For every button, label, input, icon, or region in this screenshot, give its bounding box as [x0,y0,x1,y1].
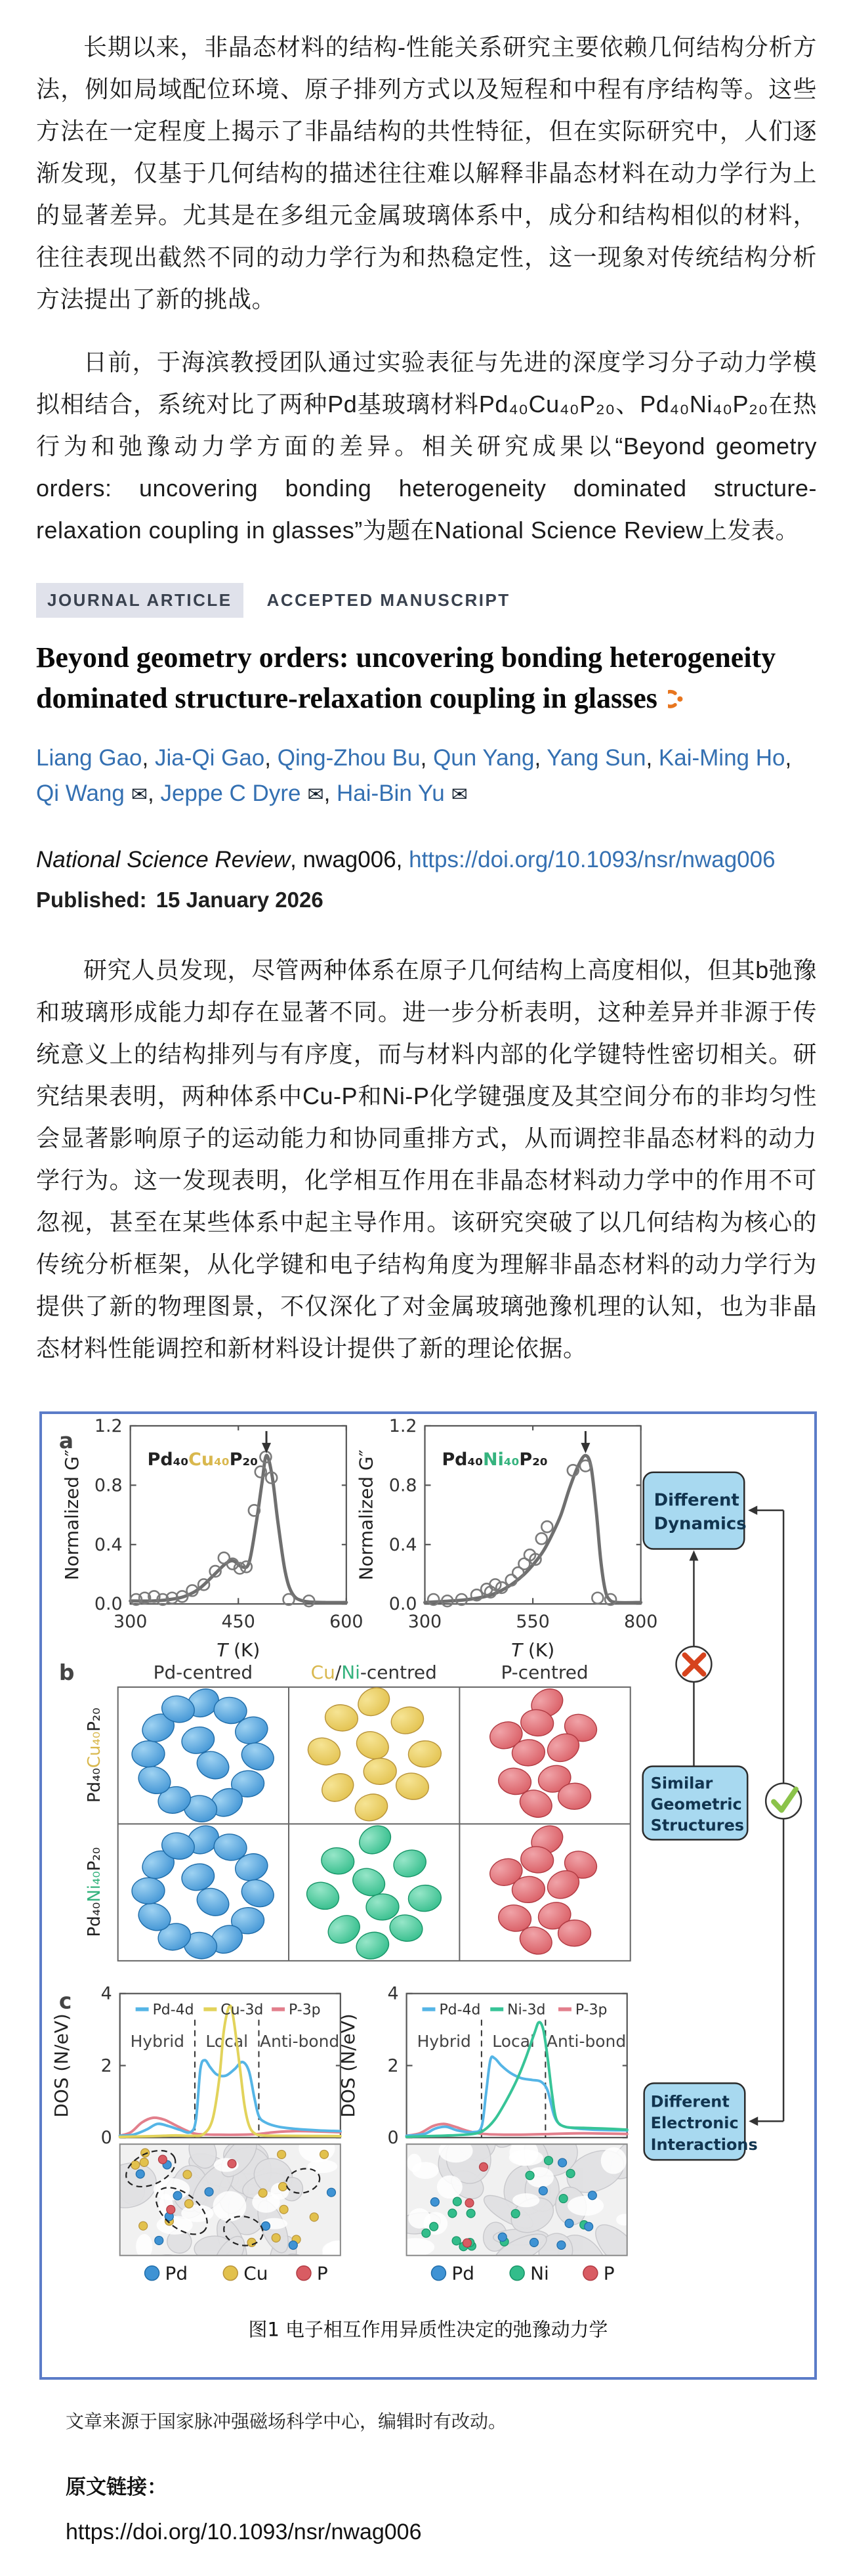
dos-plot-pdcup [51,1984,341,2148]
accepted-manuscript-badge: ACCEPTED MANUSCRIPT [266,590,510,610]
svg-text:Hybrid: Hybrid [417,2032,471,2051]
svg-text:Pd: Pd [451,2263,474,2285]
source-note: 文章来源于国家脉冲强磁场科学中心，编辑时有改动。 [66,2411,507,2432]
atom-color-legend [145,2263,615,2285]
svg-text:Cu-3d: Cu-3d [220,2002,264,2019]
svg-text:Pd: Pd [165,2263,188,2285]
svg-text:Pd₄₀Cu₄₀P₂₀: Pd₄₀Cu₄₀P₂₀ [147,1449,259,1470]
svg-text:Pd-4d: Pd-4d [439,2002,481,2019]
svg-text:0: 0 [387,2128,399,2149]
journal-article-card [36,583,817,912]
article-title: Beyond geometry orders: uncovering bonding heterogeneity dominated structure-relaxation coupling in glasses [36,637,817,722]
svg-text:1.2: 1.2 [388,1416,417,1437]
svg-text:Local: Local [205,2032,249,2051]
different-electronic-interactions-box [644,2084,758,2160]
svg-text:Pd-4d: Pd-4d [152,2002,194,2019]
author-link[interactable]: Qi Wang ✉ , [36,781,160,806]
svg-text:1.2: 1.2 [94,1416,123,1437]
author-link[interactable]: Qun Yang , [433,745,547,771]
svg-text:T (K): T (K) [217,1639,260,1662]
original-link-url[interactable]: https://doi.org/10.1093/nsr/nwag006 [66,2519,422,2544]
svg-text:0: 0 [100,2128,112,2149]
author-link[interactable]: Yang Sun , [547,745,659,771]
svg-text:Pd₄₀Ni₄₀P₂₀: Pd₄₀Ni₄₀P₂₀ [442,1449,548,1470]
author-link[interactable]: Jia-Qi Gao , [155,745,278,771]
svg-text:450: 450 [221,1612,255,1633]
email-icon[interactable]: ✉ [307,784,324,806]
svg-text:P: P [316,2263,328,2285]
citation-text: , nwag006, [290,847,409,873]
svg-text:P-3p: P-3p [575,2002,608,2019]
author-link[interactable]: Liang Gao , [36,745,155,771]
svg-text:Local: Local [492,2032,535,2051]
svg-text:Anti-bond: Anti-bond [546,2032,627,2051]
svg-text:Electronic: Electronic [650,2114,739,2133]
check-icon [766,1784,801,1819]
panel-b-header-cuni: Cu/Ni-centred [310,1662,437,1684]
svg-text:800: 800 [623,1612,658,1633]
svg-text:2: 2 [387,2055,399,2076]
svg-text:0.4: 0.4 [388,1535,417,1556]
published-line [36,888,817,912]
figure-1-graphic [42,1414,814,2376]
similar-geometric-structures-box [643,1767,748,1840]
row-label-pdcup: Pd₄₀Cu₄₀P₂₀ [84,1707,104,1803]
svg-text:Ni-3d: Ni-3d [507,2002,546,2019]
panel-b-header-pd: Pd-centred [153,1662,253,1684]
author-list [36,741,817,812]
svg-text:0.8: 0.8 [388,1475,417,1496]
svg-text:550: 550 [516,1612,550,1633]
svg-text:Structures: Structures [650,1816,745,1835]
svg-text:Hybrid: Hybrid [130,2032,185,2051]
journal-article-badge: JOURNAL ARTICLE [36,583,243,618]
paragraph-research: 日前，于海滨教授团队通过实验表征与先进的深度学习分子动力学模拟相结合，系统对比了两种Pd基玻璃材料Pd₄₀Cu₄₀P₂₀、Pd₄₀Ni₄₀P₂₀在热行为和弛豫动力学方面的差异。相关研究成果以“Beyond geometry orders: uncovering bonding heterogeneity dominated structure-relaxation coupling in glasses”为题在National Science Review上发表。 [36,349,817,544]
svg-text:Ni: Ni [530,2263,549,2285]
svg-text:Different: Different [654,1491,739,1511]
dos-plot-pdnip [337,1984,627,2148]
panel-b-label: b [58,1660,75,1686]
email-icon[interactable]: ✉ [451,784,468,806]
author-link[interactable]: Hai-Bin Yu ✉ [337,781,468,807]
author-link[interactable]: Kai-Ming Ho , [659,745,791,771]
panel-a-label: a [58,1428,74,1454]
panel-b-header-p: P-centred [501,1662,589,1684]
svg-text:300: 300 [407,1612,442,1633]
svg-text:DOS (N/eV): DOS (N/eV) [337,2013,359,2118]
open-access-icon [668,681,693,721]
different-dynamics-box [644,1472,747,1549]
svg-text:0.0: 0.0 [94,1594,123,1615]
journal-name[interactable]: National Science Review [36,847,291,873]
svg-text:0.8: 0.8 [94,1475,123,1496]
paragraph-intro: 长期以来，非晶态材料的结构-性能关系研究主要依赖几何结构分析方法，例如局域配位环境、原子排列方式以及短程和中程有序结构等。这些方法在一定程度上揭示了非晶结构的共性特征，但在实际研究中，人们逐渐发现，仅基于几何结构的描述往往难以解释非晶态材料在动力学行为上的显著差异。尤其是在多组元金属玻璃体系中，成分和结构相似的材料，往往表现出截然不同的动力学行为和热稳定性，这一现象对传统结构分析方法提出了新的挑战。 [36,33,817,312]
svg-text:0.4: 0.4 [94,1535,123,1556]
email-icon[interactable]: ✉ [131,784,148,806]
original-link-label: 原文链接： [66,2475,167,2499]
author-link[interactable]: Qing-Zhou Bu , [278,745,433,771]
doi-link[interactable]: https://doi.org/10.1093/nsr/nwag006 [409,847,776,873]
flow-column [643,1472,801,2160]
svg-text:2: 2 [100,2055,112,2076]
svg-text:DOS (N/eV): DOS (N/eV) [50,2013,72,2118]
row-label-pdnip: Pd₄₀Ni₄₀P₂₀ [84,1847,104,1937]
author-link[interactable]: Jeppe C Dyre ✉ , [160,781,337,806]
loss-modulus-plot-pdcup [58,1416,363,1662]
badge-row [36,583,817,618]
svg-text:Normalized G″: Normalized G″ [355,1449,377,1581]
figure-caption: 图1 电子相互作用异质性决定的弛豫动力学 [248,2318,608,2341]
published-date: 15 January 2026 [156,888,323,912]
svg-text:Cu: Cu [243,2263,268,2285]
svg-text:Geometric: Geometric [650,1795,742,1814]
svg-text:Dynamics: Dynamics [654,1514,747,1534]
svg-text:300: 300 [113,1612,148,1633]
svg-text:Different: Different [650,2092,730,2111]
svg-text:P-3p: P-3p [289,2002,321,2019]
svg-text:4: 4 [387,1984,399,2005]
paragraph-findings: 研究人员发现，尽管两种体系在原子几何结构上高度相似，但其b弛豫和玻璃形成能力却存在显著不同。进一步分析表明，这种差异并非源于传统意义上的结构排列与有序度，而与材料内部的化学键特性密切相关。研究结果表明，两种体系中Cu-P和Ni-P化学键强度及其空间分布的非均匀性会显著影响原子的运动能力和协同重排方式，从而调控非晶态材料的动力学行为。这一发现表明，化学相互作用在非晶态材料动力学中的作用不可忽视，甚至在某些体系中起主导作用。该研究突破了以几何结构为核心的传统分析框架，从化学键和电子结构角度为理解非晶态材料的动力学行为提供了新的物理图景，不仅深化了对金属玻璃弛豫机理的认知，也为非晶态材料性能调控和新材料设计提供了新的理论依据。 [36,956,817,1362]
svg-text:T (K): T (K) [511,1639,555,1662]
svg-text:4: 4 [100,1984,112,2005]
svg-text:Similar: Similar [650,1774,713,1793]
svg-text:Normalized G″: Normalized G″ [60,1449,83,1581]
svg-text:600: 600 [329,1612,363,1633]
figure-1 [39,1411,817,2379]
citation-line [36,847,817,873]
cross-icon [676,1647,712,1683]
svg-text:0.0: 0.0 [388,1594,417,1615]
loss-modulus-plot-pdnip [356,1416,658,1661]
published-label: Published: [36,888,147,912]
svg-text:Anti-bond: Anti-bond [260,2032,340,2051]
svg-text:P: P [603,2263,615,2285]
atom-cluster-cells [131,1683,600,1963]
svg-text:Interactions: Interactions [650,2136,758,2155]
panel-c-label: c [58,1988,72,2015]
